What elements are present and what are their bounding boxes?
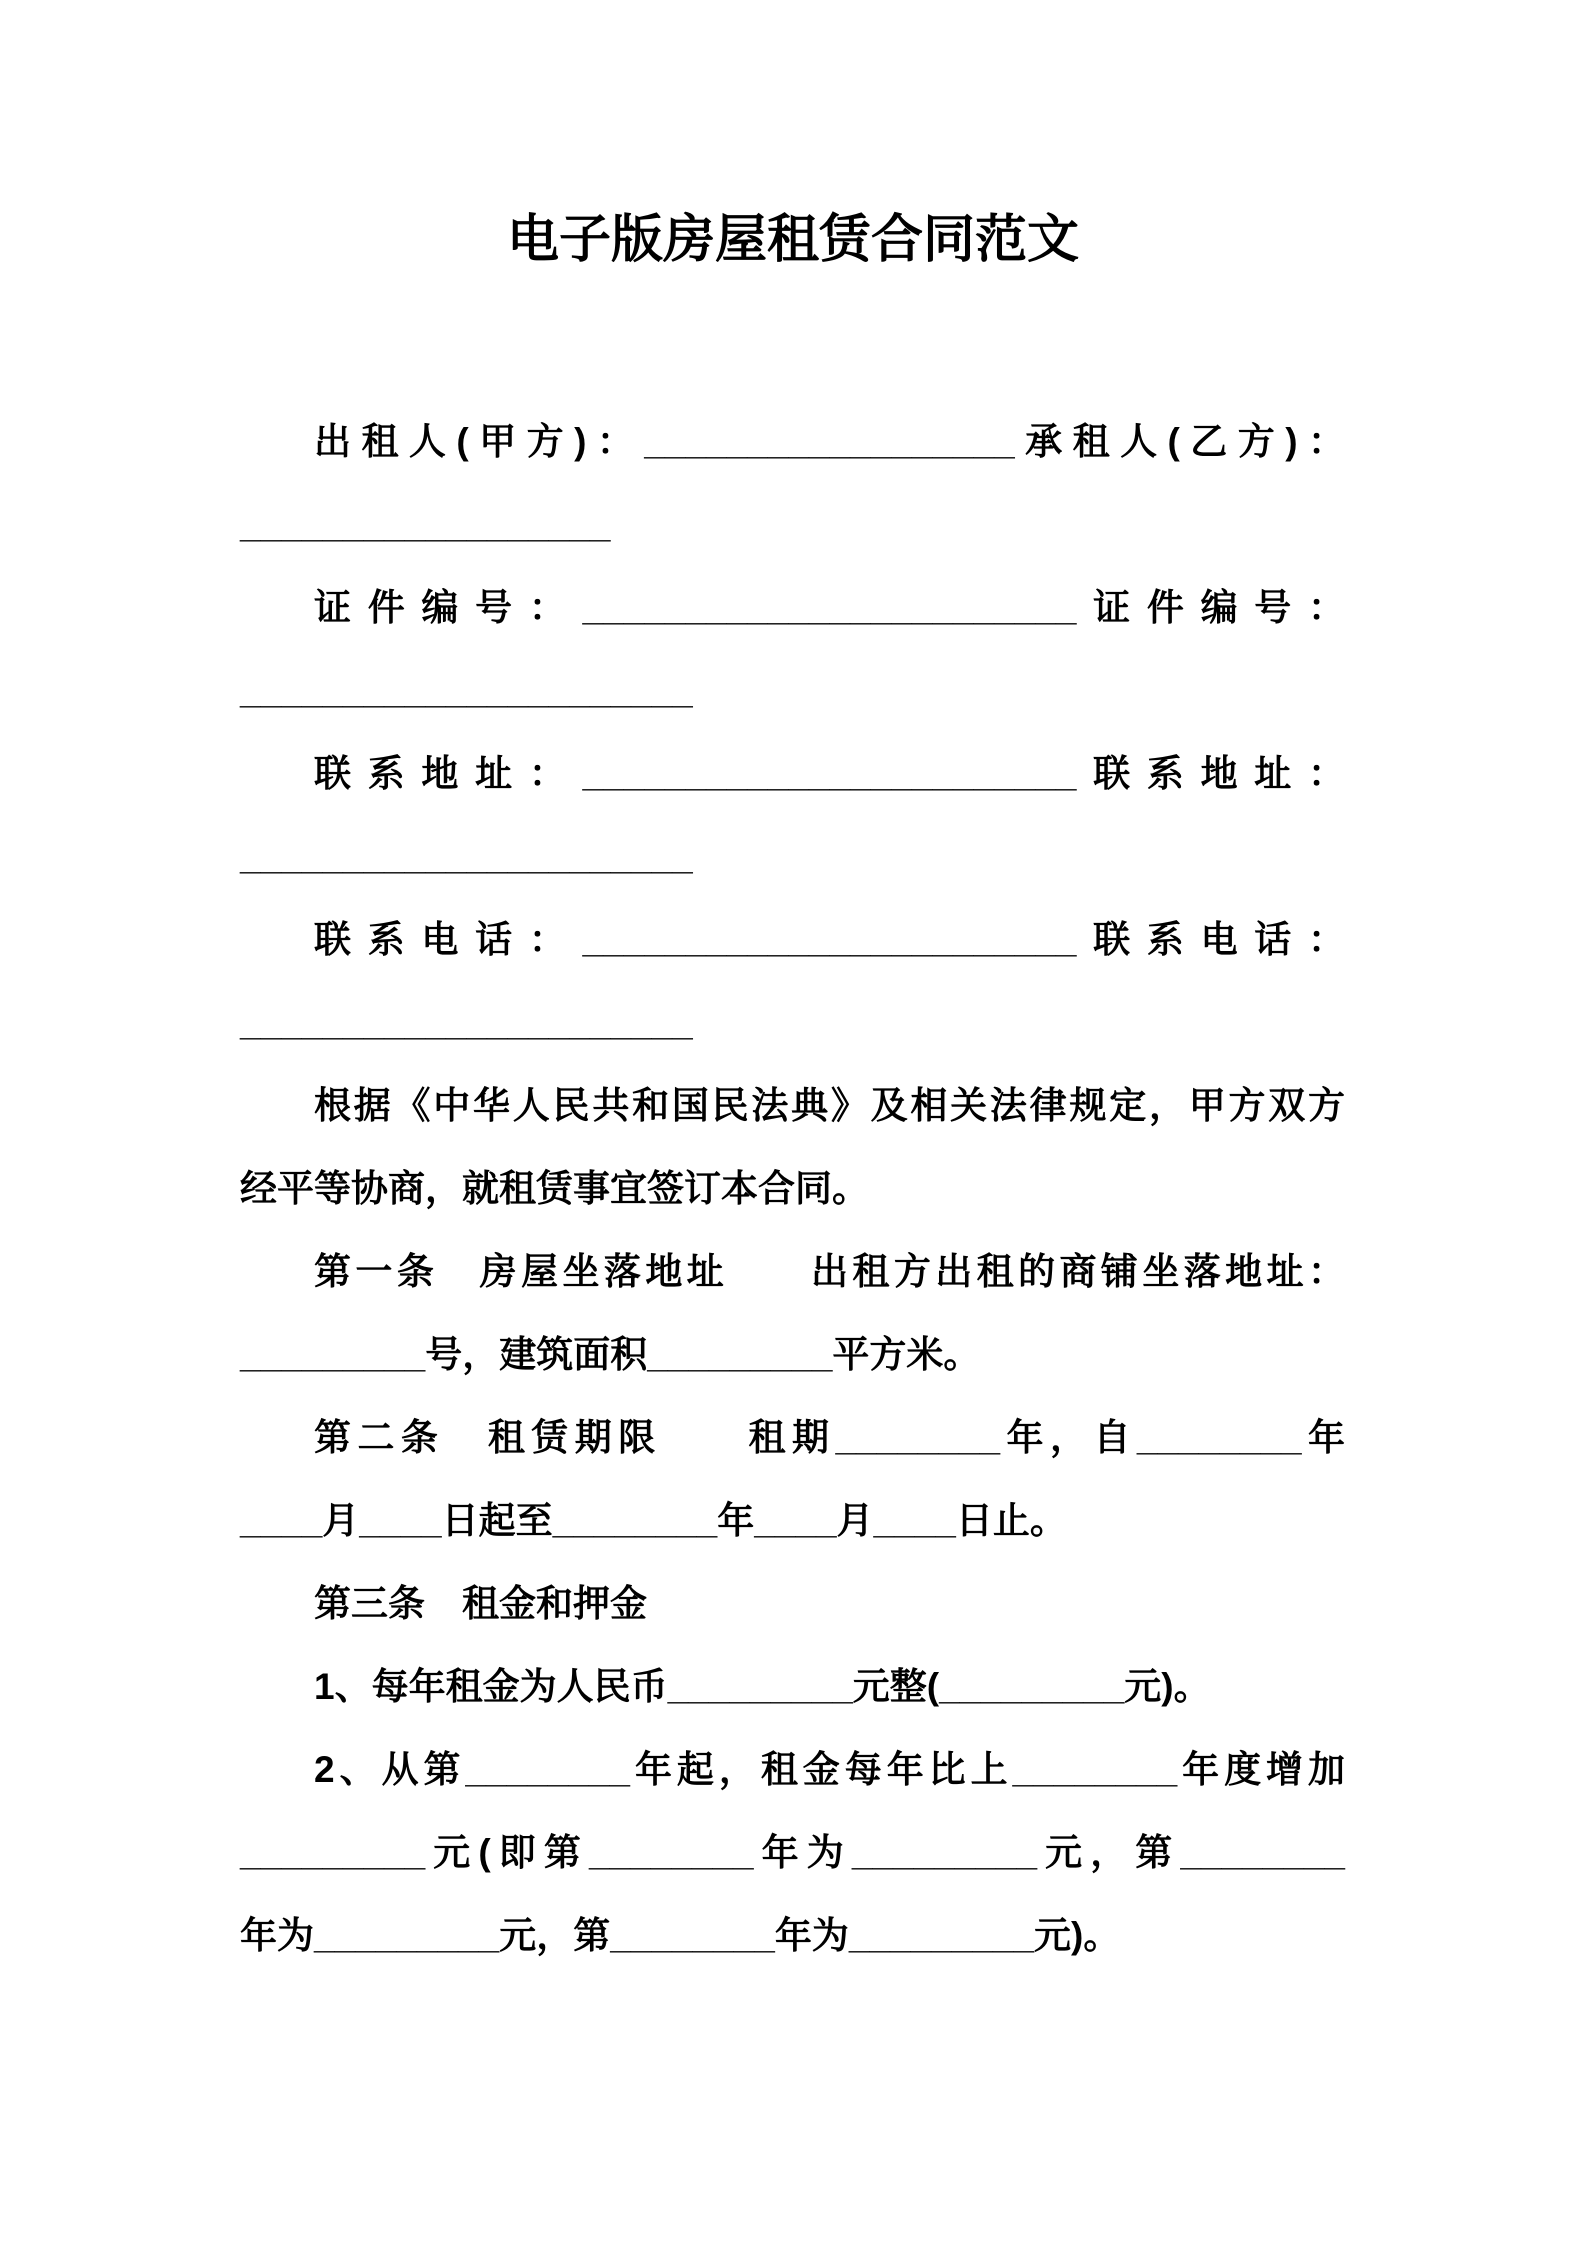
document-line: 年为_________元，第________年为_________元)。: [240, 1915, 1121, 1956]
document-line: ______________________: [240, 836, 693, 877]
document-line: 联系地址：________________________联系地址：: [314, 753, 1345, 794]
document-line: 证件编号：________________________证件编号：: [314, 587, 1345, 628]
document-line: 出租人(甲方)：__________________承租人(乙方)：: [314, 421, 1345, 462]
document-line: 第二条 租赁期限 租期________年，自________年: [314, 1417, 1345, 1458]
document-line: ______________________: [240, 670, 693, 711]
document-line: _________号，建筑面积_________平方米。: [240, 1334, 981, 1375]
document-title: 电子版房屋租赁合同范文: [506, 211, 1079, 269]
document-lines: [0, 400, 1586, 1977]
document-line: 第一条 房屋坐落地址 出租方出租的商铺坐落地址：: [314, 1251, 1345, 1292]
document-line: 第三条 租金和押金: [314, 1583, 647, 1624]
document-line: ______________________: [240, 1002, 693, 1043]
document-line: 经平等协商，就租赁事宜签订本合同。: [240, 1168, 869, 1209]
document-line: 根据《中华人民共和国民法典》及相关法律规定，甲方双方: [314, 1085, 1345, 1126]
document-line: 1、每年租金为人民币_________元整(_________元)。: [314, 1666, 1211, 1707]
document-line: 联系电话：________________________联系电话：: [314, 919, 1345, 960]
document-line: __________________: [240, 504, 611, 545]
document-line: ____月____日起至________年____月____日止。: [240, 1500, 1067, 1541]
document-line: _________元(即第________年为_________元，第________: [240, 1832, 1345, 1873]
document-line: 2、从第________年起，租金每年比上________年度增加: [314, 1749, 1345, 1790]
